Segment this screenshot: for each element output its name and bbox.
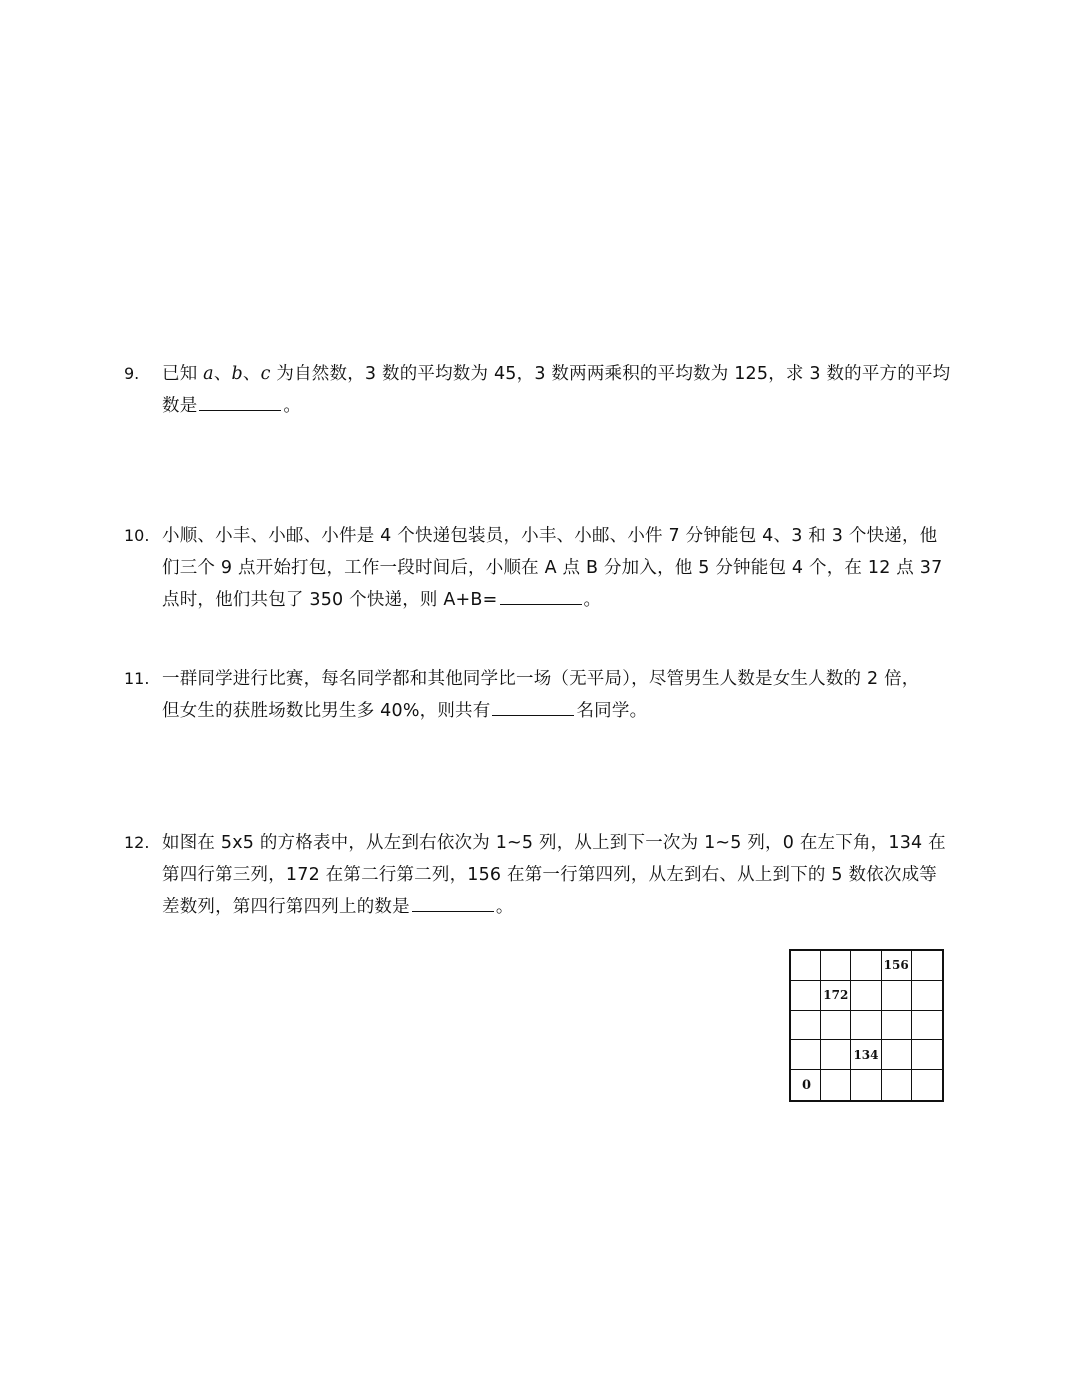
grid-cell [882,981,912,1011]
problem-text: 一群同学进行比赛，每名同学都和其他同学比一场（无平局），尽管男生人数是女生人数的 2 倍， [162,669,920,689]
grid-cell [851,981,881,1011]
problem-line [162,695,647,727]
separator: 、 [213,364,232,384]
problem-number: 11. [124,669,150,688]
answer-blank[interactable] [500,586,582,605]
grid-cell [912,981,942,1011]
problem-number: 12. [124,833,150,852]
problem-text: 差数列，第四行第四列上的数是 [162,897,410,917]
grid-cell: 172 [821,981,851,1011]
problem-line [162,358,950,390]
problem-text: 们三个 9 点开始打包，工作一段时间后，小顺在 A 点 B 分加入，他 5 分钟能包 4 个，在 12 点 37 [162,558,943,578]
answer-blank[interactable] [199,392,281,411]
problem-line [162,584,601,616]
grid-cell: 134 [851,1040,881,1070]
grid-cell [882,1070,912,1100]
grid-cell: 156 [882,951,912,981]
grid-cell [791,951,821,981]
problem-text: 为自然数，3 数的平均数为 45，3 数两两乘积的平均数为 125，求 3 数的平方的平均 [276,364,951,384]
grid-cell [882,1040,912,1070]
grid-cell [882,1011,912,1041]
problem-text: 。 [583,590,602,610]
grid-cell [912,1011,942,1041]
answer-blank[interactable] [412,893,494,912]
grid-cell: 0 [791,1070,821,1100]
problem-text: 。 [283,396,302,416]
grid-cell [821,1011,851,1041]
problem-text: 数是 [162,396,198,416]
problem-line [162,891,514,923]
answer-blank[interactable] [492,697,574,716]
problem-11 [124,663,964,733]
problem-text: 小顺、小丰、小邮、小件是 4 个快递包装员，小丰、小邮、小件 7 分钟能包 4、3 和 3 个快递，他 [162,526,938,546]
problem-text: 已知 [162,364,198,384]
problem-10 [124,520,964,620]
variable-a: a [203,364,214,384]
problem-text: 。 [495,897,514,917]
problem-text: 第四行第三列，172 在第二行第二列，156 在第一行第四列，从左到右、从上到下的 5 数依次成等 [162,865,937,885]
problem-12 [124,827,964,927]
problem-line [162,390,301,422]
variable-c: c [260,364,271,384]
problem-number: 10. [124,526,150,545]
grid-cell [912,951,942,981]
grid-cell [851,951,881,981]
grid-cell [791,1011,821,1041]
grid-cell [791,1040,821,1070]
grid-cell [912,1070,942,1100]
grid-figure [789,949,944,1102]
separator: 、 [242,364,261,384]
problem-text: 如图在 5x5 的方格表中，从左到右依次为 1~5 列，从上到下一次为 1~5 列，0 在左下角，134 在 [162,833,946,853]
problem-number: 9. [124,364,140,383]
problem-9 [124,358,964,428]
grid-cell [821,951,851,981]
grid-cell [851,1011,881,1041]
variable-b: b [231,364,243,384]
grid-cell [821,1070,851,1100]
problem-text: 点时，他们共包了 350 个快递，则 A+B= [162,590,498,610]
problem-text: 名同学。 [576,701,648,721]
grid-cell [851,1070,881,1100]
grid-cell [912,1040,942,1070]
grid-cell [821,1040,851,1070]
grid-cell [791,981,821,1011]
problem-text: 但女生的获胜场数比男生多 40%，则共有 [162,701,491,721]
